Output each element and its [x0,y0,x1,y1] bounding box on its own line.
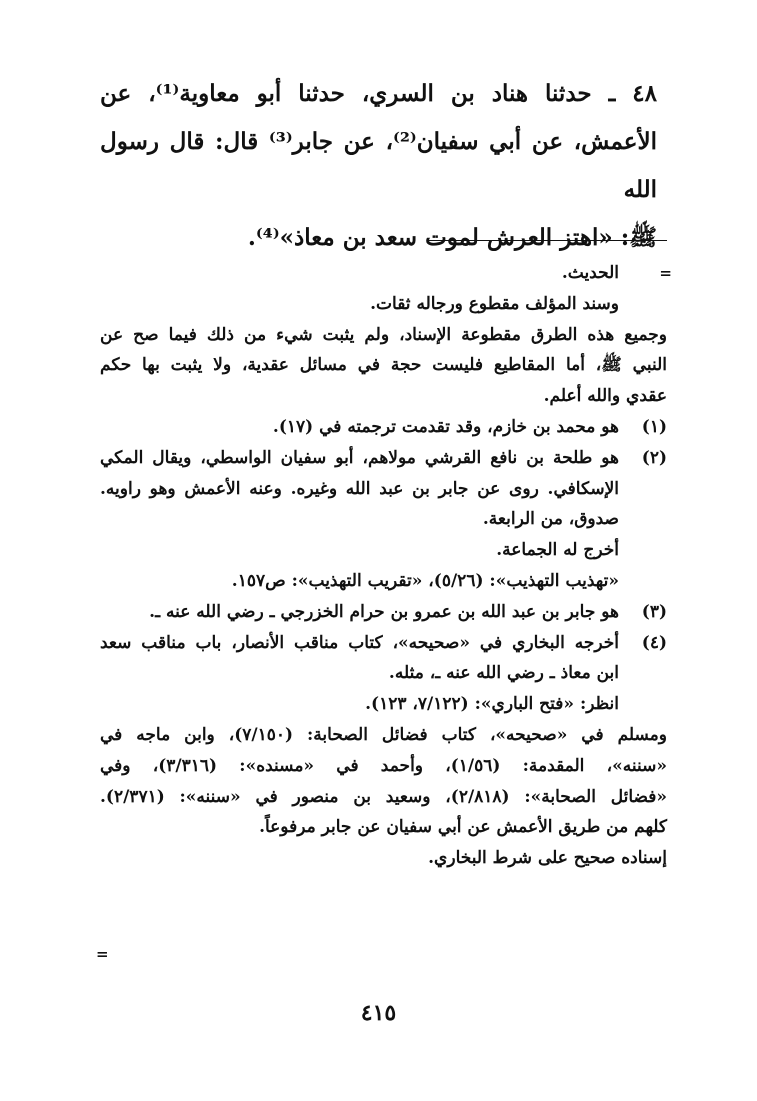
footnote-4-continuation [100,720,667,874]
footnote-preface-wide [100,320,667,412]
footnote-line: «فضائل الصحابة»: (٢/٨١٨)، وسعيد بن منصور في «سننه»: (٢/٣٧١). [100,786,667,807]
footnote-line: صدوق، من الرابعة. [482,509,619,530]
hadith-text [100,70,657,262]
hadith-line: ٤٨ ـ حدثنا هناد بن السري، حدثنا أبو معاوية⁽¹⁾، عن [100,80,658,107]
footnote-line: انظر: «فتح الباري»: (٧/١٢٢، ١٢٣). [365,694,619,715]
footnote-number: (١) [641,416,667,437]
footnote-line: أخرجه البخاري في «صحيحه»، كتاب مناقب الأنصار، باب مناقب سعد [100,632,619,653]
footnote-line: ومسلم في «صحيحه»، كتاب فضائل الصحابة: (٧/١٥٠)، وابن ماجه في [100,724,667,745]
footnote-line: هو طلحة بن نافع القرشي مولاهم، أبو سفيان الواسطي، ويقال المكي [100,447,619,468]
continuation-mark-bottom: = [96,945,109,963]
footnote-line: «تهذيب التهذيب»: (٥/٢٦)، «تقريب التهذيب»: ص١٥٧. [231,570,619,591]
preface-line: الحديث. [561,263,619,283]
footnote-line: «سننه»، المقدمة: (١/٥٦)، وأحمد في «مسنده»: (٣/٣١٦)، وفي [100,755,667,776]
footnote-4 [100,628,667,720]
footnote-line: إسناده صحيح على شرط البخاري. [428,848,667,869]
footnote-number: (٣) [641,601,667,622]
footnote-number: (٤) [641,632,667,653]
preface-line: وسند المؤلف مقطوع ورجاله ثقات. [370,293,619,314]
footnotes-section [100,258,667,874]
footnote-separator [427,240,667,241]
preface-line: النبي ﷺ، أما المقاطيع فليست حجة في مسائل عقدية، ولا يثبت بها حكم [100,355,667,376]
hadith-line: ﷺ: «اهتز العرش لموت سعد بن معاذ»⁽⁴⁾. [247,224,657,251]
footnote-preface [100,258,667,320]
preface-line: وجميع هذه الطرق مقطوعة الإسناد، ولم يثبت شيء من ذلك فيما صح عن [100,324,667,345]
continuation-mark-top: = [659,264,672,282]
footnote-number: (٢) [641,447,667,468]
page-number: ٤١٥ [360,1000,397,1026]
footnote-3 [100,597,667,628]
footnote-line: ابن معاذ ـ رضي الله عنه ـ، مثله. [388,663,619,684]
footnote-line: الإسكافي. روى عن جابر بن عبد الله وغيره. وعنه الأعمش وهو راويه. [100,478,619,499]
footnote-line: هو جابر بن عبد الله بن عمرو بن حرام الخزرجي ـ رضي الله عنه ـ. [149,601,619,622]
footnote-2 [100,443,667,597]
footnote-line: كلهم من طريق الأعمش عن أبي سفيان عن جابر مرفوعاً. [259,817,667,838]
footnote-line: أخرج له الجماعة. [496,540,619,561]
hadith-line: الأعمش، عن أبي سفيان⁽²⁾، عن جابر⁽³⁾ قال: قال رسول الله [100,128,657,203]
footnote-line: هو محمد بن خازم، وقد تقدمت ترجمته في (١٧). [272,416,619,437]
footnote-1 [100,412,667,443]
preface-line: عقدي والله أعلم. [543,386,667,407]
